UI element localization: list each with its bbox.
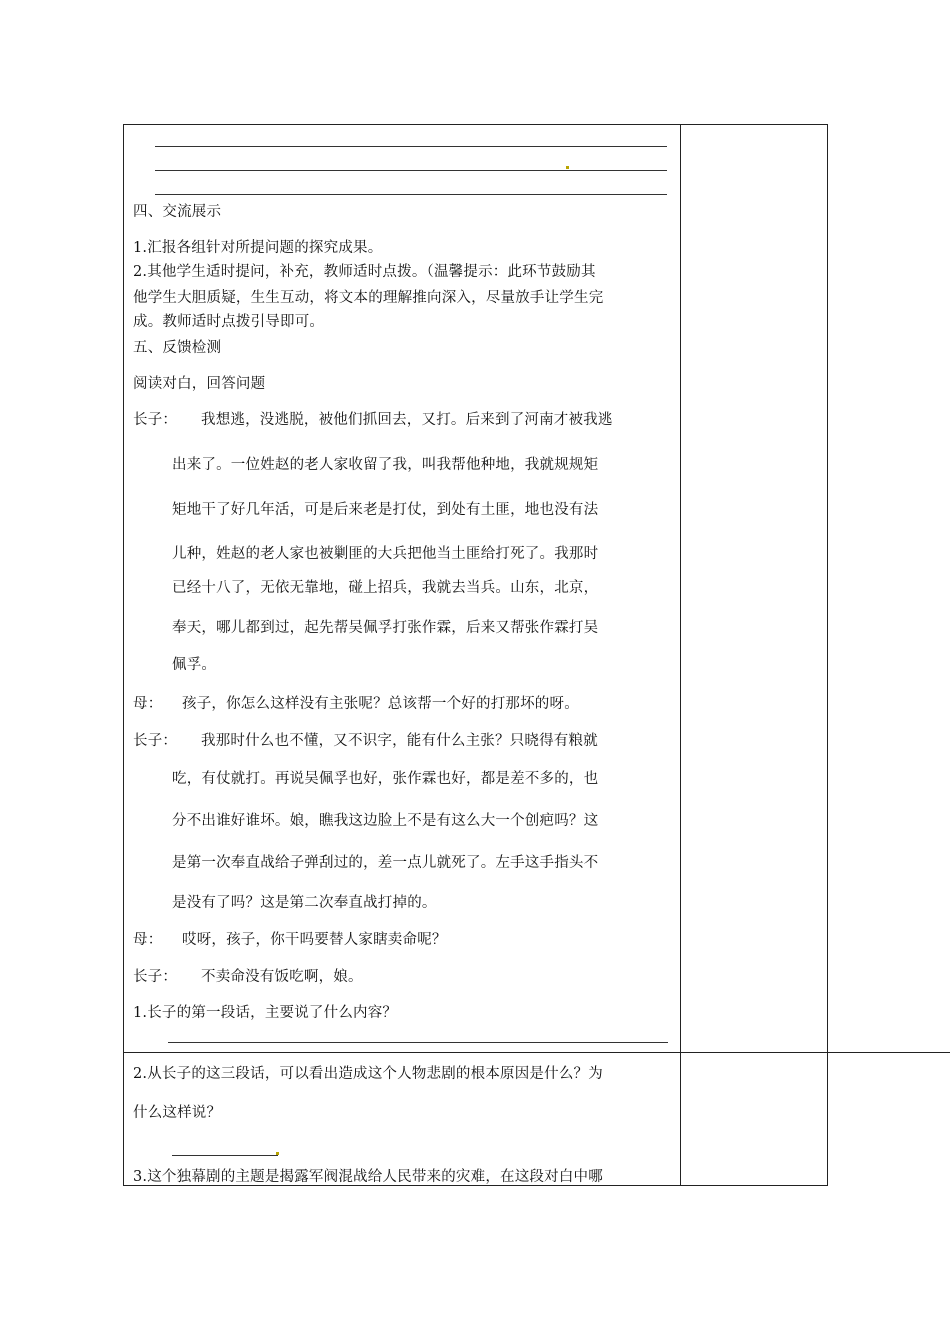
instruction: 阅读对白，回答问题 (133, 376, 266, 392)
dialogue-line: 是没有了吗？这是第二次奉直战打掉的。 (172, 895, 437, 911)
dialogue-line: 是第一次奉直战给子弹刮过的，差一点儿就死了。左手这手指头不 (172, 855, 599, 871)
answer-line (155, 146, 667, 147)
dialogue-line: 矩地干了好几年活，可是后来老是打仗，到处有土匪，地也没有法 (172, 502, 599, 518)
answer-line (155, 170, 667, 171)
dialogue-line: 吃，有仗就打。再说吴佩孚也好，张作霖也好，都是差不多的，也 (172, 771, 599, 787)
speaker-label: 长子： (133, 412, 178, 428)
question-3: 3.这个独幕剧的主题是揭露军阀混战给人民带来的灾难，在这段对白中哪 (133, 1169, 603, 1185)
answer-line (155, 194, 667, 195)
marker-dot (276, 1152, 279, 1155)
dialogue-line: 孩子，你怎么这样没有主张呢？总该帮一个好的打那坏的呀。 (182, 696, 579, 712)
question-2: 2.从长子的这三段话，可以看出造成这个人物悲剧的根本原因是什么？为 (133, 1066, 603, 1082)
speaker-label: 母： (133, 932, 163, 948)
answer-line (172, 1155, 278, 1156)
marker-dot (566, 166, 569, 169)
question-2-continuation: 什么这样说？ (133, 1105, 222, 1121)
table-frame (123, 124, 828, 1186)
list-item-continuation: 他学生大胆质疑，生生互动，将文本的理解推向深入，尽量放手让学生完 (133, 290, 604, 306)
list-item: 2.其他学生适时提问，补充，教师适时点拨。（温馨提示：此环节鼓励其 (133, 264, 596, 280)
dialogue-line: 分不出谁好谁坏。娘，瞧我这边脸上不是有这么大一个创疤吗？这 (172, 813, 599, 829)
dialogue-line: 不卖命没有饭吃啊，娘。 (201, 969, 363, 985)
dialogue-line: 儿种，姓赵的老人家也被剿匪的大兵把他当土匪给打死了。我那时 (172, 546, 599, 562)
dialogue-line: 佩孚。 (172, 657, 217, 673)
table-row-divider-right (680, 1052, 828, 1053)
dialogue-line: 我那时什么也不懂，又不识字，能有什么主张？只晓得有粮就 (201, 733, 598, 749)
section-heading: 五、反馈检测 (133, 340, 222, 356)
section-heading: 四、交流展示 (133, 204, 222, 220)
speaker-label: 母： (133, 696, 163, 712)
dialogue-line: 哎呀，孩子，你干吗要替人家瞎卖命呢？ (182, 932, 447, 948)
dialogue-line: 已经十八了，无依无靠地，碰上招兵，我就去当兵。山东，北京， (172, 580, 599, 596)
answer-line (168, 1042, 668, 1043)
list-item: 1.汇报各组针对所提问题的探究成果。 (133, 240, 383, 256)
question-1: 1.长子的第一段话，主要说了什么内容？ (133, 1005, 398, 1021)
dialogue-line: 我想逃，没逃脱，被他们抓回去，又打。后来到了河南才被我逃 (201, 412, 613, 428)
list-item-continuation: 成。教师适时点拨引导即可。 (133, 314, 325, 330)
dialogue-line: 出来了。一位姓赵的老人家收留了我，叫我帮他种地，我就规规矩 (172, 457, 599, 473)
speaker-label: 长子： (133, 969, 178, 985)
speaker-label: 长子： (133, 733, 178, 749)
table-column-divider (680, 124, 681, 1186)
dialogue-line: 奉天，哪儿都到过，起先帮吴佩孚打张作霖，后来又帮张作霖打吴 (172, 620, 599, 636)
